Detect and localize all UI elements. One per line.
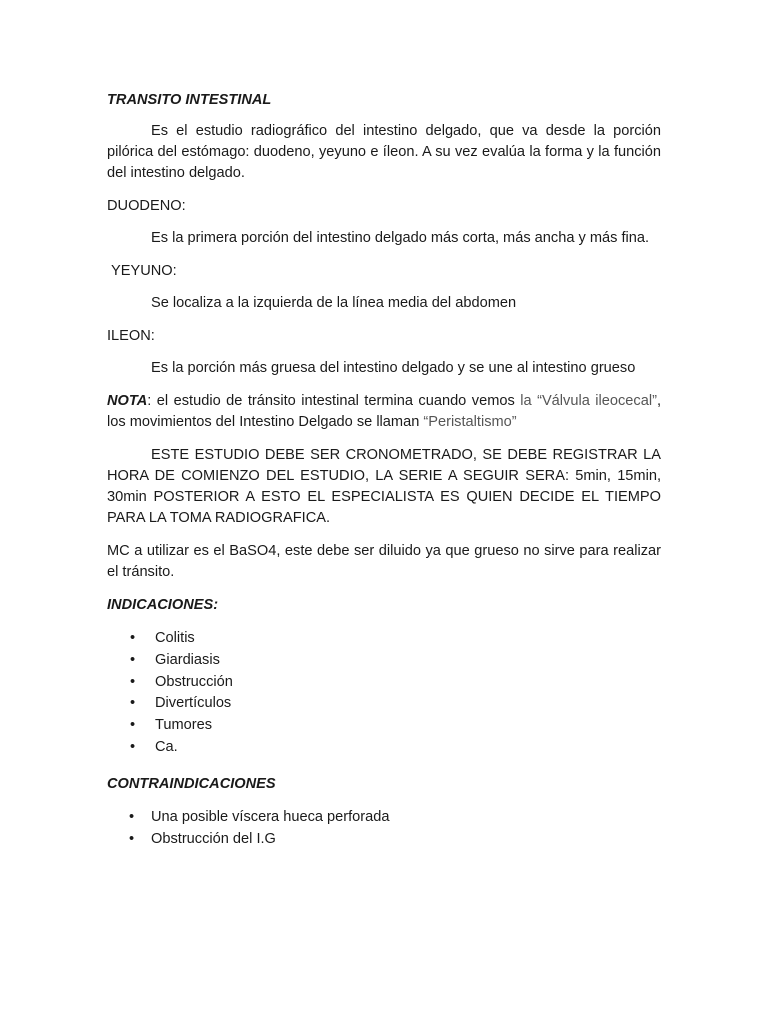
nota-valvula: la “Válvula ileocecal” xyxy=(520,393,657,409)
bullet-icon: • xyxy=(130,738,136,755)
indicaciones-list xyxy=(107,628,661,759)
ileon-label: ILEON: xyxy=(107,328,155,344)
list-item xyxy=(107,672,661,694)
bullet-icon: • xyxy=(130,695,136,712)
nota-peristaltismo: “Peristaltismo” xyxy=(423,414,517,430)
list-item xyxy=(107,650,661,672)
list-item-text: Una posible víscera hueca perforada xyxy=(151,808,390,825)
nota-text-1: : el estudio de tránsito intestinal termina cuando vemos xyxy=(147,393,521,409)
list-item-text: Giardiasis xyxy=(155,651,220,668)
list-item-text: Tumores xyxy=(155,717,213,734)
nota-label: NOTA xyxy=(107,393,148,409)
bullet-icon: • xyxy=(130,717,136,734)
cronometrado-paragraph: ESTE ESTUDIO DEBE SER CRONOMETRADO, SE DEBE REGISTRAR LA HORA DE COMIENZO DEL ESTUDIO, LA SERIE A SEGUIR SERA: 5min, 15min, 30min POSTERIOR A ESTO EL ESPECIALISTA ES QUIEN DECIDE EL TIEMPO PARA LA TOMA RADIOGRAFICA. xyxy=(107,447,661,526)
yeyuno-paragraph: Se localiza a la izquierda de la línea media del abdomen xyxy=(151,295,517,311)
mc-paragraph: MC a utilizar es el BaSO4, este debe ser diluido ya que grueso no sirve para realizar el tránsito. xyxy=(107,543,661,580)
yeyuno-label: YEYUNO: xyxy=(111,263,177,279)
bullet-icon: • xyxy=(130,651,136,668)
list-item xyxy=(107,693,661,715)
document-title: TRANSITO INTESTINAL xyxy=(107,92,272,108)
bullet-icon: • xyxy=(130,630,136,646)
contraindicaciones-list xyxy=(107,807,661,851)
intro-paragraph: Es el estudio radiográfico del intestino delgado, que va desde la porción pilórica del estómago: duodeno, yeyuno e íleon. A su vez evalúa la forma y la función del intestino delgado. xyxy=(107,123,661,181)
contraindicaciones-heading: CONTRAINDICACIONES xyxy=(107,775,276,792)
nota-paragraph xyxy=(107,391,661,433)
ileon-paragraph: Es la porción más gruesa del intestino delgado y se une al intestino grueso xyxy=(151,360,636,376)
indicaciones-heading: INDICACIONES: xyxy=(107,597,219,613)
list-item xyxy=(107,807,661,829)
list-item xyxy=(107,628,661,650)
list-item-text: Divertículos xyxy=(155,695,232,712)
bullet-icon: • xyxy=(129,830,135,847)
list-item xyxy=(107,829,661,851)
list-item-text: Obstrucción del I.G xyxy=(151,830,276,847)
nota-text-2: , los movimientos del Intestino Delgado se llaman xyxy=(107,393,661,430)
duodeno-label: DUODENO: xyxy=(107,198,186,214)
list-item xyxy=(107,715,661,737)
list-item-text: Ca. xyxy=(155,738,178,755)
bullet-icon: • xyxy=(130,673,136,690)
bullet-icon: • xyxy=(129,808,135,825)
list-item-text: Obstrucción xyxy=(155,673,233,690)
list-item-text: Colitis xyxy=(155,630,195,646)
duodeno-paragraph: Es la primera porción del intestino delgado más corta, más ancha y más fina. xyxy=(151,230,650,246)
list-item xyxy=(107,737,661,759)
